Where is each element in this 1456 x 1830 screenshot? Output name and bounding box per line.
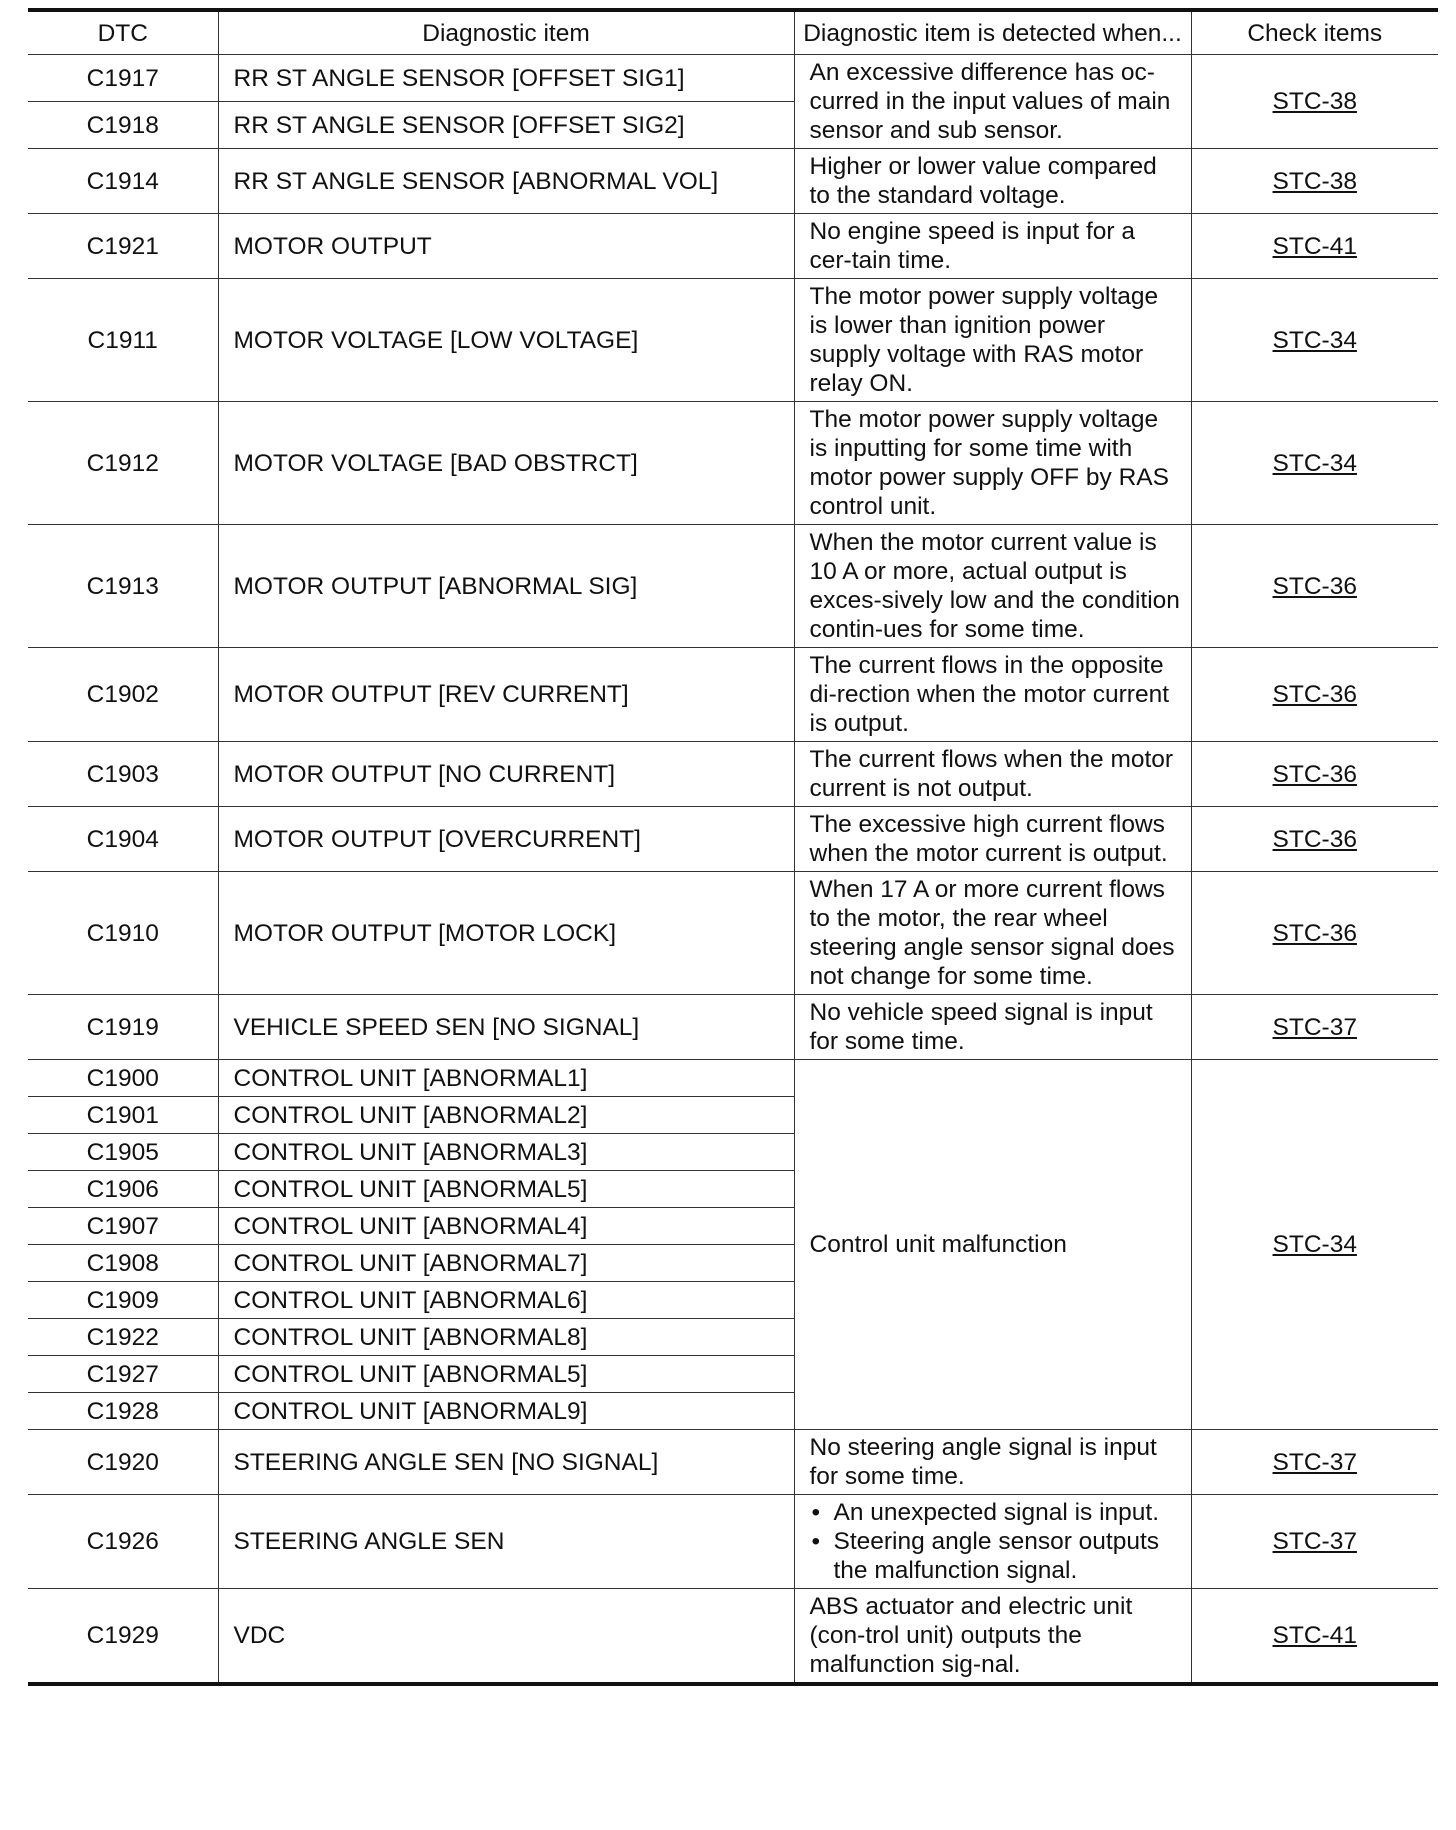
detection-condition: An excessive difference has oc-curred in the input values of main sensor and sub sensor. [794, 55, 1191, 149]
diagnostic-item: CONTROL UNIT [ABNORMAL8] [218, 1319, 794, 1356]
check-item-link[interactable]: STC-38 [1272, 167, 1357, 195]
detection-condition: The current flows when the motor current is not output. [794, 742, 1191, 807]
check-item-cell [1191, 1430, 1438, 1495]
dtc-code: C1922 [28, 1319, 218, 1356]
check-item-cell [1191, 402, 1438, 525]
detection-condition: When the motor current value is 10 A or more, actual output is exces-sively low and the condition contin-ues for some time. [794, 525, 1191, 648]
detection-condition: Higher or lower value compared to the standard voltage. [794, 149, 1191, 214]
dtc-code: C1929 [28, 1589, 218, 1685]
table-row [28, 402, 1438, 525]
check-item-link[interactable]: STC-34 [1272, 326, 1357, 354]
table-row [28, 807, 1438, 872]
check-item-cell [1191, 872, 1438, 995]
check-item-link[interactable]: STC-36 [1272, 681, 1357, 708]
check-item-link[interactable]: STC-38 [1272, 88, 1357, 115]
header-detected-when: Diagnostic item is detected when... [794, 10, 1191, 55]
dtc-table [28, 8, 1438, 1686]
table-row [28, 149, 1438, 214]
check-item-link[interactable]: STC-37 [1272, 1448, 1357, 1476]
detection-condition: ABS actuator and electric unit (con-trol unit) outputs the malfunction sig-nal. [794, 1589, 1191, 1685]
diagnostic-item: CONTROL UNIT [ABNORMAL1] [218, 1060, 794, 1097]
dtc-code: C1901 [28, 1097, 218, 1134]
table-row [28, 525, 1438, 648]
detection-condition: The current flows in the opposite di-rection when the motor current is output. [794, 648, 1191, 742]
table-row [28, 742, 1438, 807]
check-item-cell [1191, 525, 1438, 648]
dtc-code: C1928 [28, 1393, 218, 1430]
detection-condition: When 17 A or more current flows to the motor, the rear wheel steering angle sensor signal does not change for some time. [794, 872, 1191, 995]
dtc-code: C1919 [28, 995, 218, 1060]
diagnostic-item: RR ST ANGLE SENSOR [OFFSET SIG1] [218, 55, 794, 102]
dtc-code: C1918 [28, 102, 218, 149]
dtc-code: C1926 [28, 1495, 218, 1589]
diagnostic-item: MOTOR OUTPUT [REV CURRENT] [218, 648, 794, 742]
table-row [28, 55, 1438, 102]
check-item-cell [1191, 807, 1438, 872]
dtc-code: C1904 [28, 807, 218, 872]
check-item-link[interactable]: STC-36 [1272, 572, 1357, 600]
check-item-link[interactable]: STC-34 [1272, 449, 1357, 477]
detection-condition-list [810, 1498, 1183, 1585]
table-row [28, 1589, 1438, 1685]
diagnostic-item: CONTROL UNIT [ABNORMAL4] [218, 1208, 794, 1245]
diagnostic-item: MOTOR OUTPUT [NO CURRENT] [218, 742, 794, 807]
dtc-code: C1921 [28, 214, 218, 279]
diagnostic-item: CONTROL UNIT [ABNORMAL7] [218, 1245, 794, 1282]
detection-condition: No engine speed is input for a cer-tain time. [794, 214, 1191, 279]
header-diagnostic-item: Diagnostic item [218, 10, 794, 55]
dtc-code: C1906 [28, 1171, 218, 1208]
header-dtc: DTC [28, 10, 218, 55]
dtc-code: C1914 [28, 149, 218, 214]
dtc-code: C1927 [28, 1356, 218, 1393]
detection-condition [794, 1495, 1191, 1589]
check-item-cell [1191, 55, 1438, 149]
check-item-cell [1191, 214, 1438, 279]
check-item-link[interactable]: STC-41 [1272, 1622, 1357, 1649]
table-row [28, 1060, 1438, 1097]
diagnostic-item: MOTOR VOLTAGE [LOW VOLTAGE] [218, 279, 794, 402]
table-row [28, 214, 1438, 279]
check-item-link[interactable]: STC-34 [1272, 1231, 1357, 1258]
table-row [28, 1495, 1438, 1589]
diagnostic-item: STEERING ANGLE SEN [218, 1495, 794, 1589]
check-item-cell [1191, 1060, 1438, 1430]
diagnostic-item: CONTROL UNIT [ABNORMAL2] [218, 1097, 794, 1134]
dtc-code: C1905 [28, 1134, 218, 1171]
detection-condition: The excessive high current flows when the motor current is output. [794, 807, 1191, 872]
diagnostic-item: MOTOR OUTPUT [MOTOR LOCK] [218, 872, 794, 995]
dtc-code: C1920 [28, 1430, 218, 1495]
detection-condition: The motor power supply voltage is inputting for some time with motor power supply OFF by RAS control unit. [794, 402, 1191, 525]
check-item-cell [1191, 279, 1438, 402]
dtc-code: C1912 [28, 402, 218, 525]
diagnostic-item: CONTROL UNIT [ABNORMAL9] [218, 1393, 794, 1430]
diagnostic-item: MOTOR OUTPUT [OVERCURRENT] [218, 807, 794, 872]
detection-condition: No vehicle speed signal is input for some time. [794, 995, 1191, 1060]
check-item-link[interactable]: STC-36 [1272, 760, 1357, 788]
check-item-cell [1191, 995, 1438, 1060]
check-item-cell [1191, 648, 1438, 742]
check-item-cell [1191, 149, 1438, 214]
check-item-cell [1191, 1589, 1438, 1685]
dtc-code: C1910 [28, 872, 218, 995]
dtc-code: C1917 [28, 55, 218, 102]
check-item-link[interactable]: STC-41 [1272, 232, 1357, 260]
check-item-link[interactable]: STC-37 [1272, 1528, 1357, 1555]
diagnostic-item: RR ST ANGLE SENSOR [OFFSET SIG2] [218, 102, 794, 149]
table-row [28, 279, 1438, 402]
table-row [28, 872, 1438, 995]
dtc-code: C1903 [28, 742, 218, 807]
dtc-code: C1908 [28, 1245, 218, 1282]
list-item: • An unexpected signal is input. [834, 1498, 1183, 1527]
table-row [28, 1430, 1438, 1495]
diagnostic-item: MOTOR VOLTAGE [BAD OBSTRCT] [218, 402, 794, 525]
check-item-link[interactable]: STC-36 [1272, 825, 1357, 853]
check-item-cell [1191, 1495, 1438, 1589]
check-item-link[interactable]: STC-37 [1272, 1013, 1357, 1041]
dtc-code: C1909 [28, 1282, 218, 1319]
diagnostic-item: STEERING ANGLE SEN [NO SIGNAL] [218, 1430, 794, 1495]
check-item-link[interactable]: STC-36 [1272, 919, 1357, 947]
header-row [28, 10, 1438, 55]
dtc-code: C1911 [28, 279, 218, 402]
diagnostic-item: VDC [218, 1589, 794, 1685]
table-row [28, 995, 1438, 1060]
header-check-items: Check items [1191, 10, 1438, 55]
detection-condition: Control unit malfunction [794, 1060, 1191, 1430]
dtc-code: C1902 [28, 648, 218, 742]
dtc-code: C1913 [28, 525, 218, 648]
diagnostic-item: MOTOR OUTPUT [ABNORMAL SIG] [218, 525, 794, 648]
diagnostic-item: CONTROL UNIT [ABNORMAL5] [218, 1171, 794, 1208]
diagnostic-item: CONTROL UNIT [ABNORMAL3] [218, 1134, 794, 1171]
dtc-code: C1900 [28, 1060, 218, 1097]
table-row [28, 648, 1438, 742]
check-item-cell [1191, 742, 1438, 807]
diagnostic-item: VEHICLE SPEED SEN [NO SIGNAL] [218, 995, 794, 1060]
detection-condition: No steering angle signal is input for some time. [794, 1430, 1191, 1495]
detection-condition: The motor power supply voltage is lower than ignition power supply voltage with RAS motor relay ON. [794, 279, 1191, 402]
list-item: • Steering angle sensor outputs the malfunction signal. [834, 1527, 1183, 1585]
diagnostic-item: CONTROL UNIT [ABNORMAL5] [218, 1356, 794, 1393]
diagnostic-item: RR ST ANGLE SENSOR [ABNORMAL VOL] [218, 149, 794, 214]
dtc-code: C1907 [28, 1208, 218, 1245]
diagnostic-item: CONTROL UNIT [ABNORMAL6] [218, 1282, 794, 1319]
diagnostic-item: MOTOR OUTPUT [218, 214, 794, 279]
